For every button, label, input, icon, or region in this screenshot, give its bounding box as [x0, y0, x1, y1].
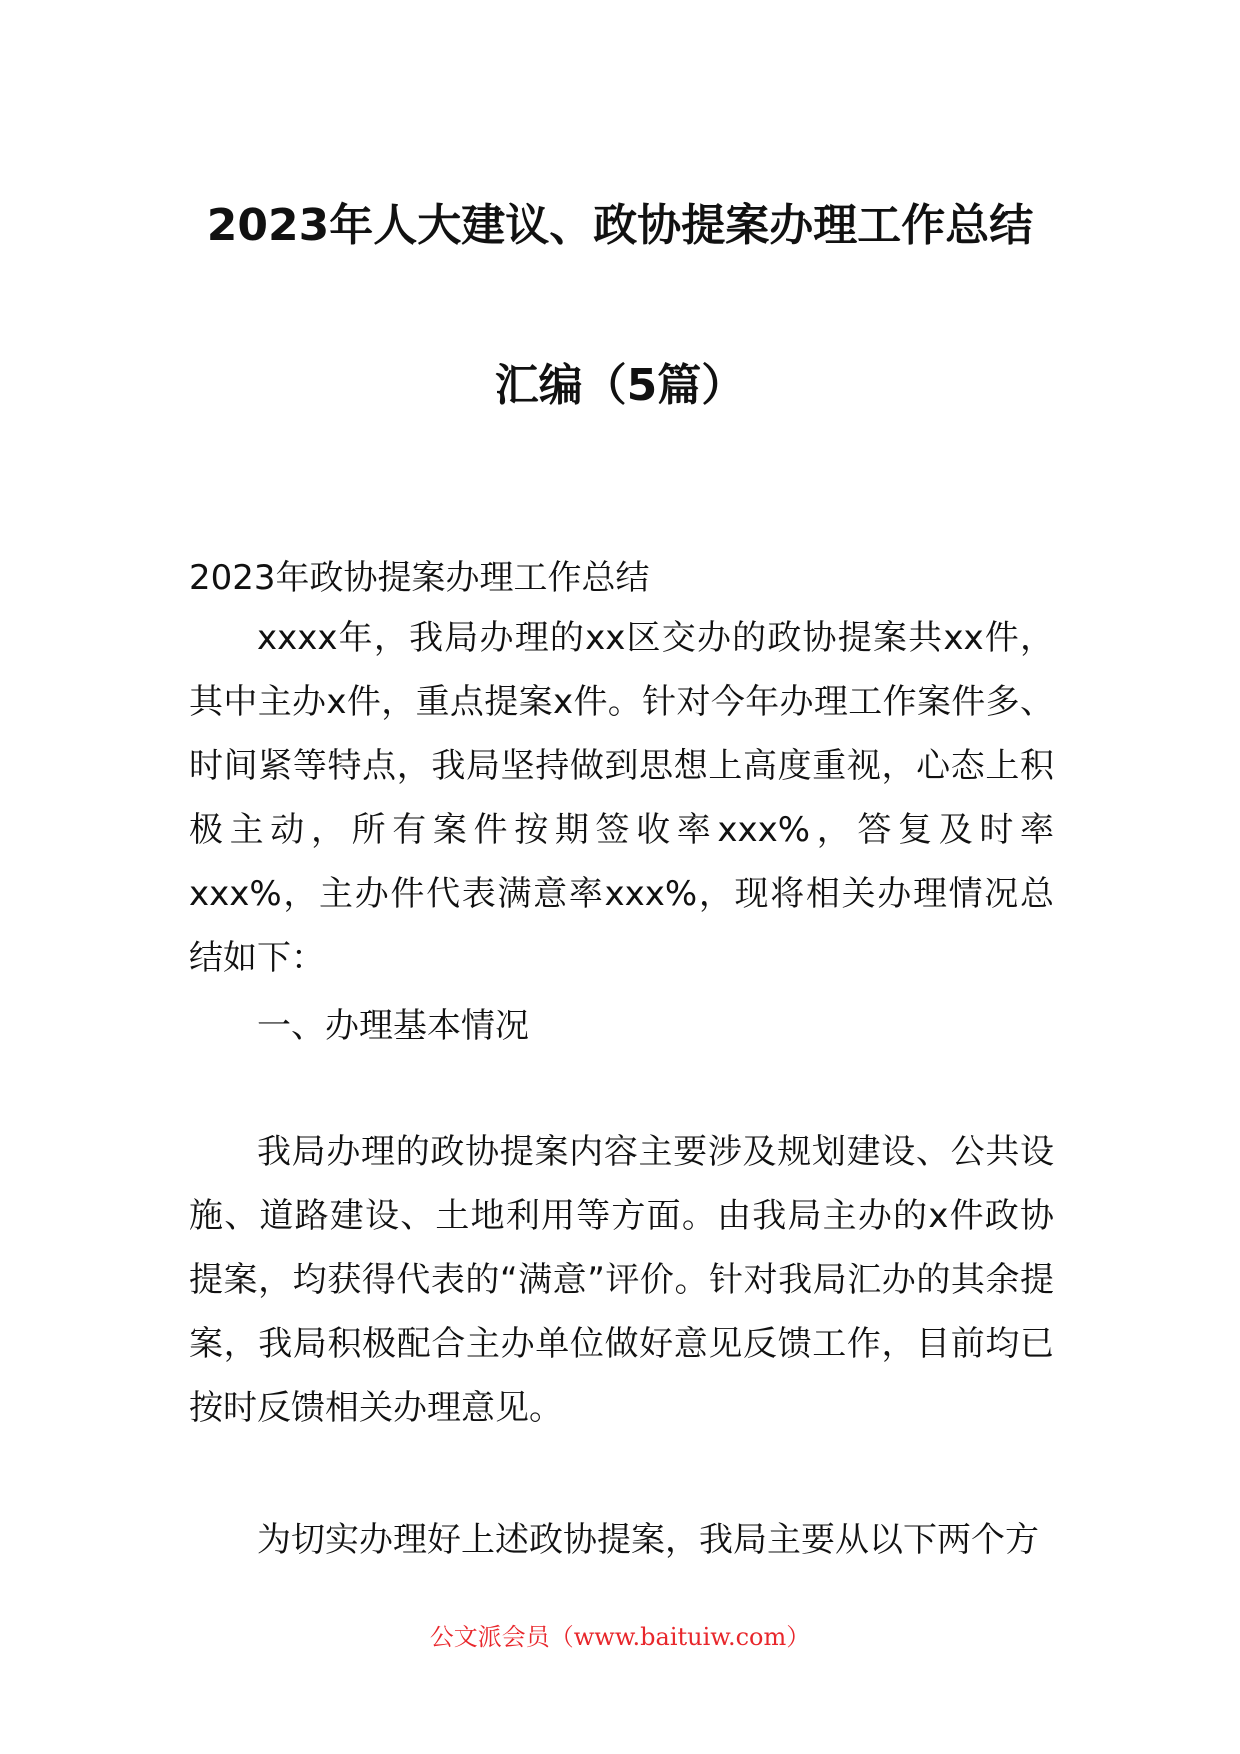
document-title-line-2: 汇编（5篇） — [494, 360, 746, 411]
paragraph-basic-situation: 我局办理的政协提案内容主要涉及规划建设、公共设施、道路建设、土地利用等方面。由我局主办的x件政协提案，均获得代表的“满意”评价。针对我局汇办的其余提案，我局积极配合主办单位做好意见反馈工作，目前均已按时反馈相关办理意见。 — [189, 1132, 1054, 1428]
document-title-line-1: 2023年人大建议、政协提案办理工作总结 — [206, 200, 1034, 251]
paragraph-intro: xxxx年，我局办理的xx区交办的政协提案共xx件，其中主办x件，重点提案x件。针对今年办理工作案件多、时间紧等特点，我局坚持做到思想上高度重视，心态上积极主动，所有案件按期签收率xxx%，答复及时率xxx%，主办件代表满意率xxx%，现将相关办理情况总结如下： — [189, 618, 1054, 978]
paragraph-measures-start: 为切实办理好上述政协提案，我局主要从以下两个方 — [257, 1520, 1039, 1560]
section-heading-basic-situation: 一、办理基本情况 — [257, 1006, 529, 1046]
section-subtitle: 2023年政协提案办理工作总结 — [189, 558, 650, 598]
footer-watermark: 公文派会员（www.baituiw.com） — [429, 1623, 811, 1651]
